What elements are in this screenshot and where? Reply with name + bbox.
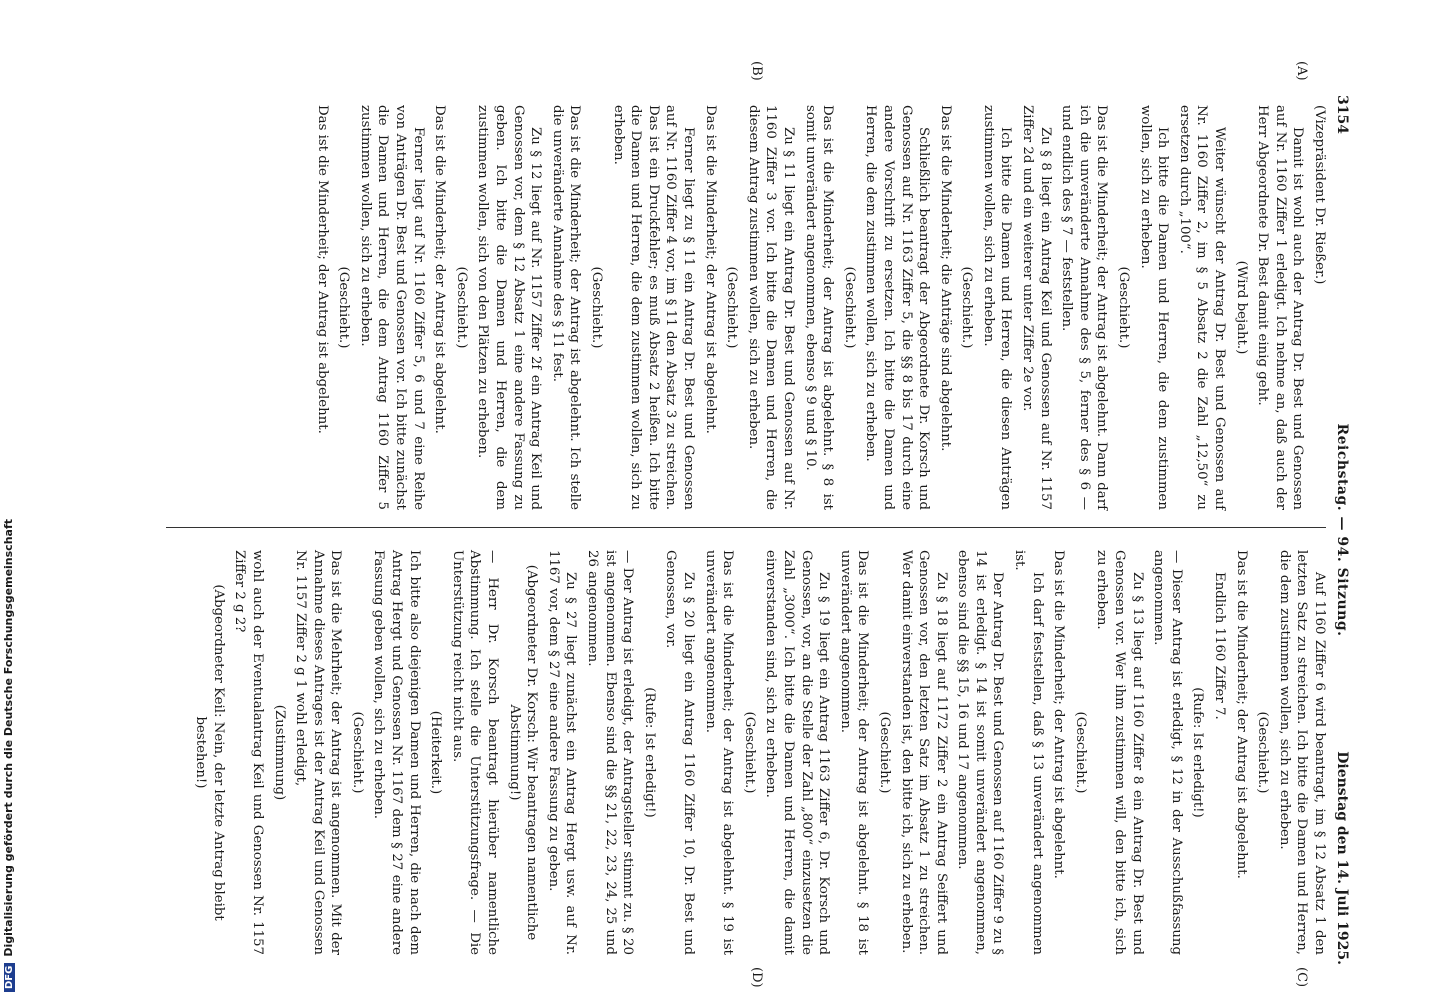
- speech-paragraph: Das ist die Minderheit; der Antrag ist abgelehnt.: [702, 105, 718, 434]
- procedural-note: (Abgeordneter Keil: Nein, der letzte Antrag bleibt bestehen!): [193, 584, 226, 921]
- speech-paragraph: Ich bitte die Damen und Herren, die diesen Anträgen zustimmen wollen, sich zu erheben.: [980, 105, 1014, 510]
- speech-paragraph: Das ist die Minderheit; der Antrag ist abgelehnt. § 18 ist unverändert angenommen.: [837, 550, 871, 955]
- running-header: [1330, 95, 1350, 965]
- speech-paragraph: Das ist die Mehrheit; der Antrag ist angenommen. Mit der Annahme dieses Antrages ist der Antrag Keil und Genossen Nr. 1157 Ziffer 2 g 1 wohl erledigt,: [293, 550, 344, 955]
- document-page: [80, 61, 1350, 988]
- margin-mark-c: (C): [1294, 967, 1309, 988]
- speech-paragraph: Auf 1160 Ziffer 6 wird beantragt, im § 12 Absatz 1 den letzten Satz zu streichen. Ich bitte die Damen und Herren, die dem zustimmen wollen, sich zu erheben.: [1276, 550, 1327, 955]
- speech-paragraph: — Herr Dr. Korsch beantragt hierüber namentliche Abstimmung. Ich stelle die Unterstützungsfrage. — Die Unterstützung reicht nicht aus.: [449, 550, 501, 955]
- speech-paragraph: Das ist die Minderheit; der Antrag ist abgelehnt.: [1233, 550, 1249, 879]
- speech-paragraph: Zu § 11 liegt ein Antrag Dr. Best und Genossen auf Nr. 1160 Ziffer 3 vor. Ich bitte die Damen und Herren, die diesem Antrag zustimmen wollen, sich zu erheben.: [745, 105, 796, 510]
- speech-paragraph: Das ist die Minderheit; der Antrag ist abgelehnt. § 8 ist somit unverändert angenommen, ebenso § 9 und § 10.: [802, 105, 836, 510]
- procedural-note: (Geschieht.): [1072, 711, 1088, 794]
- speech-paragraph: Damit ist wohl auch der Antrag Dr. Best und Genossen auf Nr. 1160 Ziffer 1 erledigt. Ich nehme an, daß auch der Herr Abgeordnete Dr. Best damit einig geht.: [1255, 105, 1306, 510]
- dfg-logo: DFG: [4, 963, 15, 992]
- procedural-note: (Geschieht.): [336, 266, 352, 349]
- page-number: 3154: [1334, 95, 1350, 134]
- credit-text: Digitalisierung gefördert durch die Deutsche Forschungsgemeinschaft: [2, 518, 15, 957]
- margin-mark-d: (D): [749, 967, 764, 988]
- speech-paragraph: Schließlich beantragt der Abgeordnete Dr. Korsch und Genossen auf Nr. 1163 Ziffer 5, die §§ 8 bis 17 durch eine andere Vorschrift zu ersetzen. Ich bitte die Damen und Herren, die dem zustimmen wollen, sich zu erheben.: [863, 105, 932, 510]
- speech-paragraph: Das ist die Minderheit; der Antrag ist abgelehnt.: [1051, 550, 1067, 879]
- speech-paragraph: wohl auch der Eventualantrag Keil und Genossen Nr. 1157 Ziffer 2 g 2?: [232, 550, 265, 955]
- speech-paragraph: Das ist die Minderheit; die Anträge sind abgelehnt.: [937, 105, 953, 452]
- right-column: [188, 550, 1328, 955]
- speech-paragraph: Zu § 19 liegt ein Antrag 1163 Ziffer 6, Dr. Korsch und Genossen, vor, an die Stelle der Zahl „800“ einzusetzen die Zahl „3000“. Ich bitte die Damen und Herren, die damit einverstanden sind, sich zu erheben.: [763, 550, 832, 955]
- procedural-note: (Abgeordneter Dr. Korsch: Wir beantragen namentliche Abstimmung!): [506, 564, 540, 941]
- speech-paragraph: Das ist die Minderheit; der Antrag ist abgelehnt. § 19 ist unverändert angenommen.: [702, 550, 736, 955]
- procedural-note: (Zustimmung): [271, 704, 287, 801]
- speech-paragraph: — Dieser Antrag ist erledigt, § 12 in der Ausschußfassung angenommen.: [1151, 550, 1184, 955]
- procedural-note: (Geschieht.): [589, 266, 605, 349]
- procedural-note: (Geschieht.): [453, 266, 469, 349]
- procedural-note: (Geschieht.): [741, 711, 757, 794]
- speech-paragraph: — Der Antrag ist erledigt, der Antragsteller stimmt zu. § 20 ist angenommen. Ebenso sind die §§ 21, 22, 23, 24, 25 und 26 angenommen.: [585, 550, 636, 955]
- speech-paragraph: Der Antrag Dr. Best und Genossen auf 1160 Ziffer 9 zu § 14 ist erledigt. § 14 ist somit unverändert angenommen, ebenso sind die §§ 15, 16 und 17 angenommen.: [955, 550, 1006, 955]
- procedural-note: (Geschieht.): [1116, 266, 1132, 349]
- header-title: Reichstag. — 94. Sitzung.: [1334, 423, 1350, 637]
- speech-paragraph: Zu § 8 liegt ein Antrag Keil und Genossen auf Nr. 1157 Ziffer 2d und ein weiterer unter Ziffer 2e vor.: [1020, 105, 1053, 510]
- speech-paragraph: Ich darf feststellen, daß § 13 unverändert angenommen ist.: [1012, 550, 1045, 955]
- speech-paragraph: Zu § 27 liegt zunächst ein Antrag Hergt usw. auf Nr. 1167 vor, dem § 27 eine andere Fassung zu geben.: [545, 550, 579, 955]
- margin-mark-a: (A): [1294, 61, 1309, 81]
- speech-paragraph: (Vizepräsident Dr. Rießer.): [1312, 105, 1327, 285]
- header-date: Dienstag den 14. Juli 1925.: [1334, 751, 1350, 965]
- procedural-note: (Geschieht.): [724, 266, 740, 349]
- speech-paragraph: Zu § 18 liegt auf 1172 Ziffer 2 ein Antrag Seiffert und Genossen vor, den letzten Satz im Absatz 1 zu streichen. Wer damit einverstanden ist, den bitte ich, sich zu erheben.: [898, 550, 949, 955]
- column-divider: [166, 527, 1326, 528]
- procedural-note: (Rufe: Ist erledigt!): [641, 687, 657, 818]
- margin-mark-b: (B): [749, 61, 764, 81]
- speech-paragraph: Zu § 12 liegt auf Nr. 1157 Ziffer 2f ein Antrag Keil und Genossen vor, dem § 12 Absatz 1 eine andere Fassung zu geben. Ich bitte die Damen und Herren, die dem zustimmen wollen, sich von den Plätzen zu erheben.: [475, 105, 544, 510]
- speech-paragraph: Das ist die Minderheit; der Antrag ist abgelehnt. Dann darf ich die unveränderte Annahme des § 5, ferner des § 6 — und endlich des § 7 — feststellen.: [1059, 105, 1110, 510]
- speech-paragraph: Ferner liegt auf Nr. 1160 Ziffer 5, 6 und 7 eine Reihe von Anträgen Dr. Best und Genossen vor. Ich bitte zunächst die Damen und Herren, die dem Antrag 1160 Ziffer 5 zustimmen wollen, sich zu erheben.: [357, 105, 426, 510]
- procedural-note: (Geschieht.): [841, 266, 857, 349]
- speech-paragraph: Zu § 20 liegt ein Antrag 1160 Ziffer 10, Dr. Best und Genossen, vor.: [663, 550, 696, 955]
- speech-paragraph: Das ist die Minderheit; der Antrag ist abgelehnt.: [432, 105, 448, 434]
- speech-paragraph: Ich bitte die Damen und Herren, die dem zustimmen wollen, sich zu erheben.: [1137, 105, 1171, 510]
- procedural-note: (Geschieht.): [959, 266, 975, 349]
- speech-paragraph: Ferner liegt zu § 11 ein Antrag Dr. Best und Genossen auf Nr. 1160 Ziffer 4 vor, im § 11 den Absatz 3 zu streichen. Das ist ein Druckfehler; es muß Absatz 2 heißen. Ich bitte die Damen und Herren, die dem zustimmen wollen, sich zu erheben.: [610, 105, 696, 510]
- speech-paragraph: Weiter wünscht der Antrag Dr. Best und Genossen auf Nr. 1160 Ziffer 2, im § 5 Absatz 2 die Zahl „12,50“ zu ersetzen durch „100“.: [1176, 105, 1228, 510]
- procedural-note: (Heiterkeit.): [428, 710, 444, 795]
- speech-paragraph: Zu § 13 liegt auf 1160 Ziffer 8 ein Antrag Dr. Best und Genossen vor. Wer ihm zustimmen will, den bitte ich, sich zu erheben.: [1094, 550, 1145, 955]
- procedural-note: (Geschieht.): [1255, 711, 1271, 794]
- speech-paragraph: Das ist die Minderheit; der Antrag ist abgelehnt. Ich stelle die unveränderte Annahme des § 11 fest.: [549, 105, 583, 510]
- left-column: [309, 105, 1328, 510]
- speech-paragraph: Das ist die Minderheit; der Antrag ist abgelehnt.: [314, 105, 330, 434]
- digitization-credit: [2, 0, 18, 992]
- speech-paragraph: Endlich 1160 Ziffer 7.: [1212, 572, 1228, 720]
- procedural-note: (Wird bejaht.): [1233, 260, 1249, 355]
- procedural-note: (Geschieht.): [876, 711, 892, 794]
- procedural-note: (Rufe: Ist erledigt!): [1190, 687, 1206, 818]
- speech-paragraph: Ich bitte also diejenigen Damen und Herren, die nach dem Antrag Hergt und Genossen Nr. 1167 dem § 27 eine andere Fassung geben wollen, sich zu erheben.: [371, 550, 422, 955]
- procedural-note: (Geschieht.): [349, 711, 365, 794]
